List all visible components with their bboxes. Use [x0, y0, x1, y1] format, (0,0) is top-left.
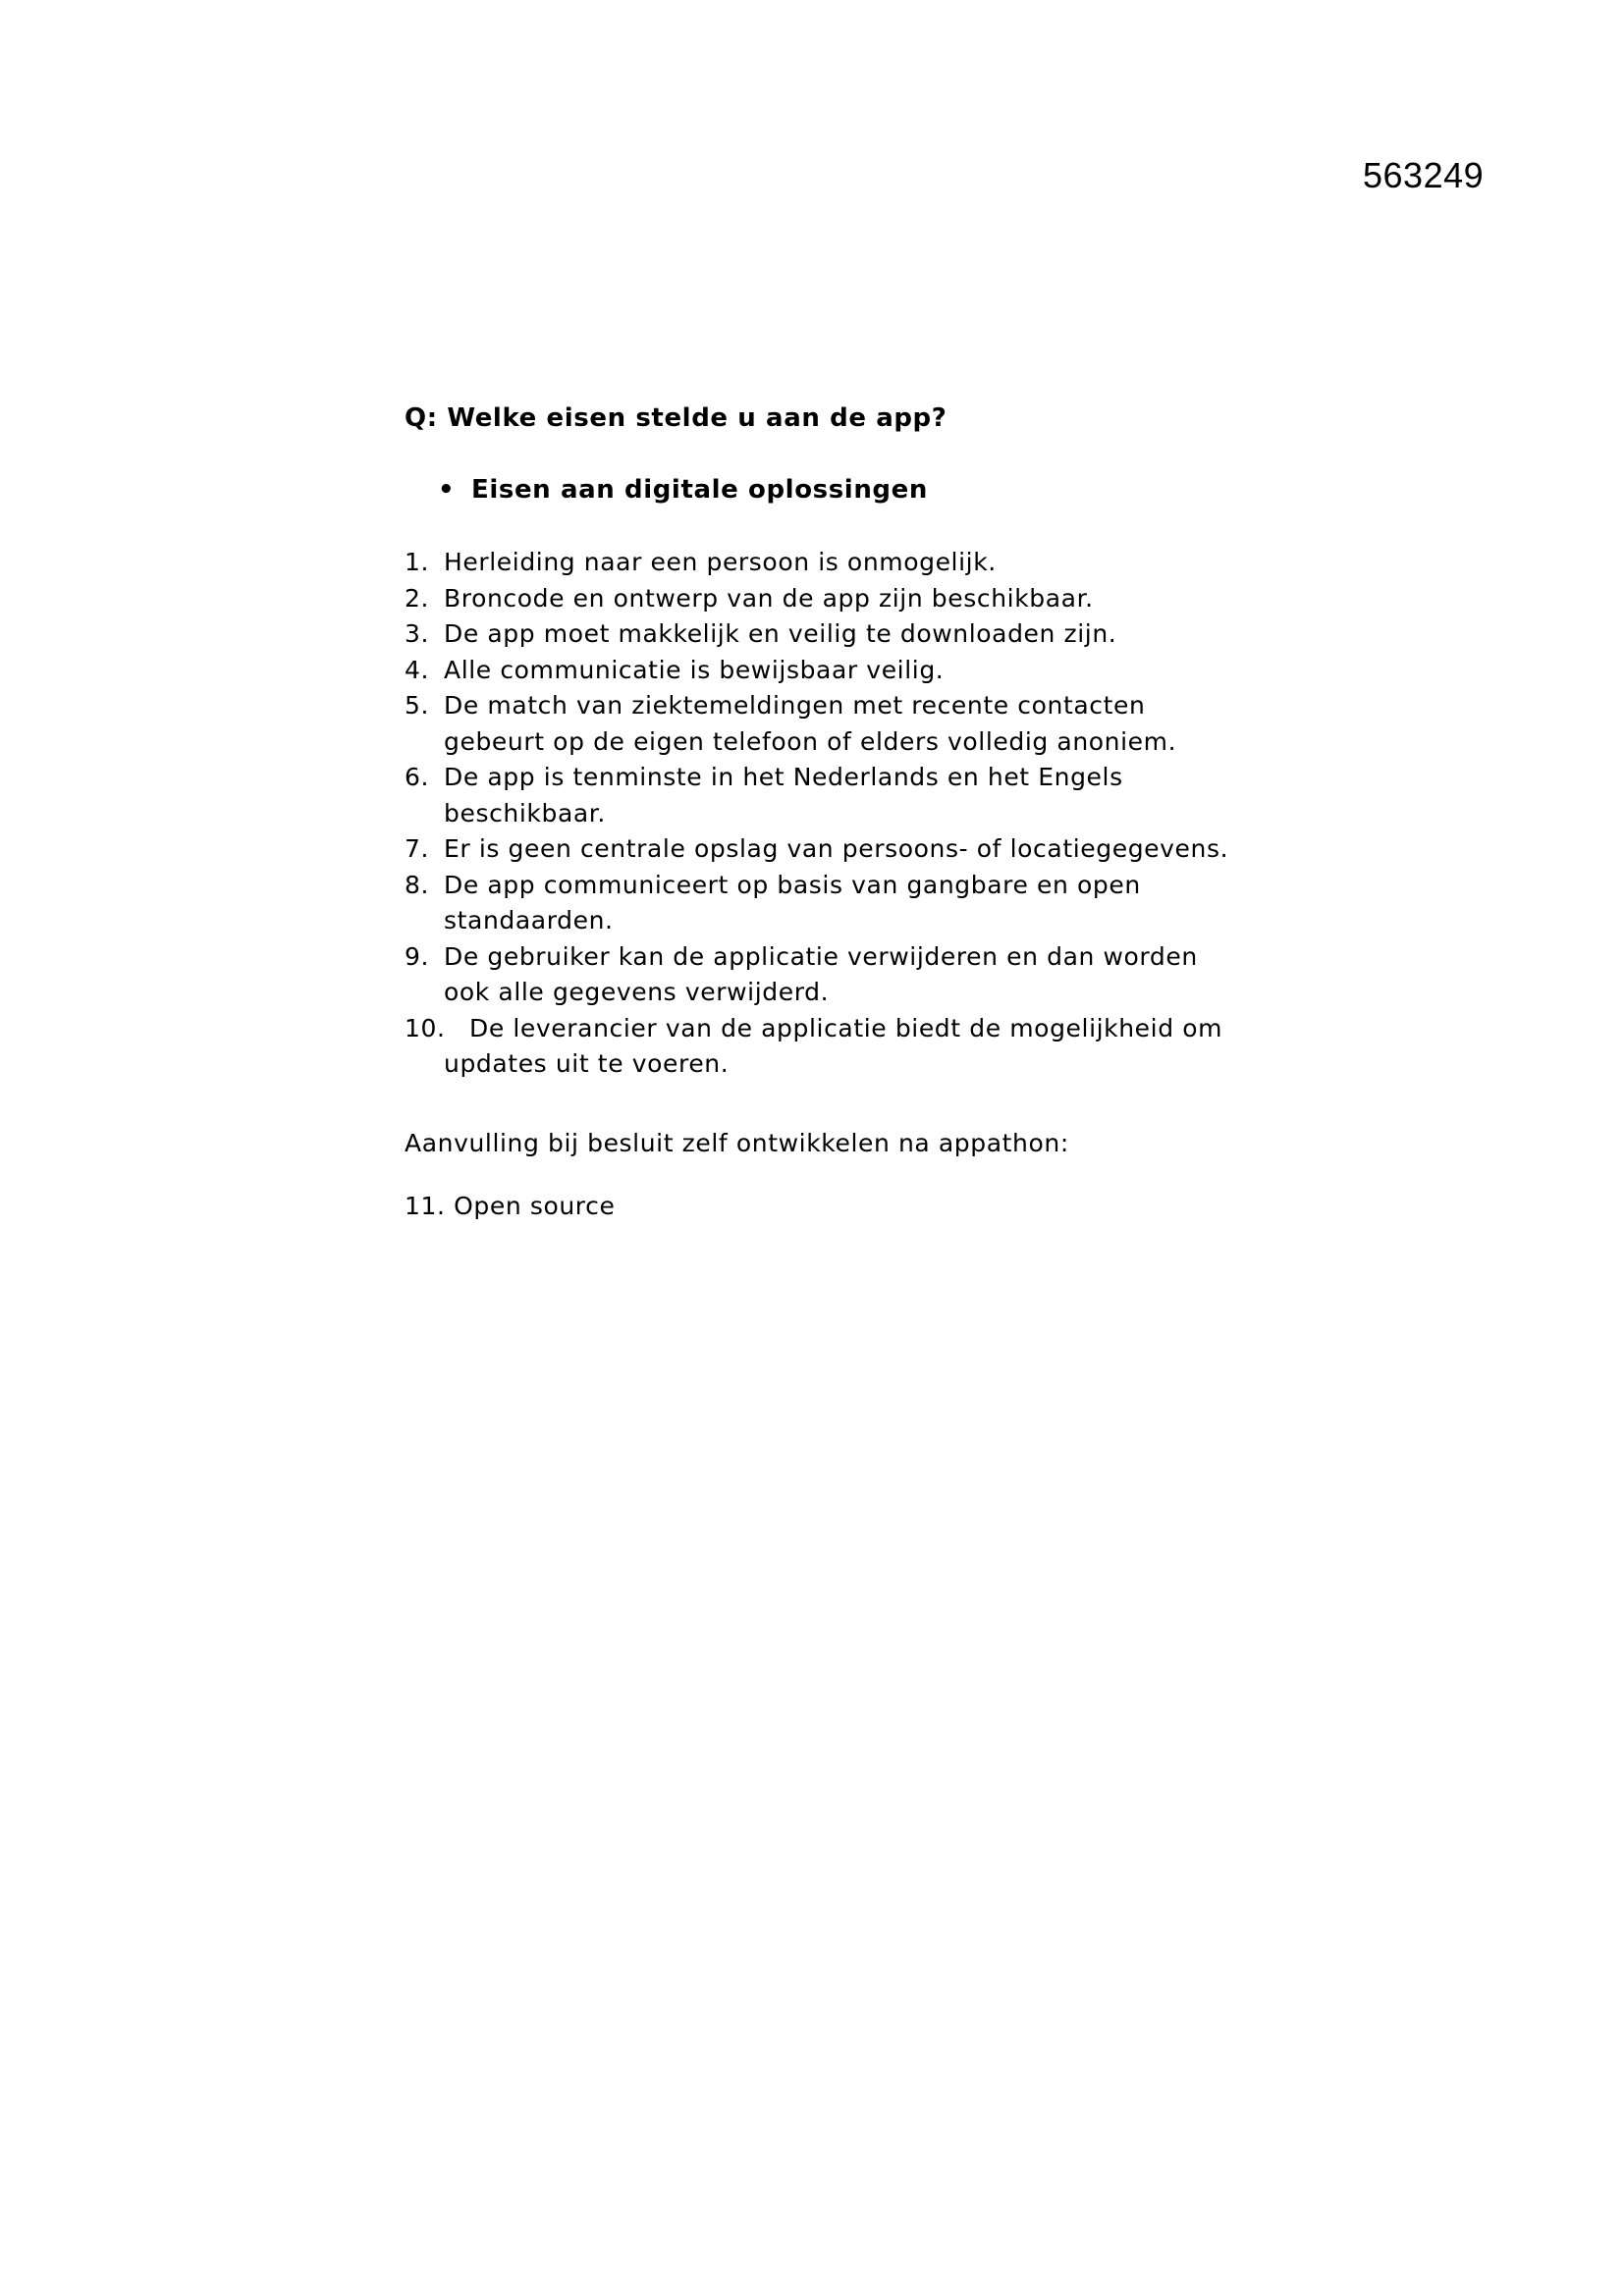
list-item [405, 868, 1269, 939]
list-item-line: De gebruiker kan de applicatie verwijderen en dan worden [444, 941, 1198, 971]
list-item-text: Alle communicatie is bewijsbaar veilig. [444, 655, 945, 684]
list-item-line: De app communiceert op basis van gangbare en open [444, 870, 1141, 899]
list-item-line: updates uit te voeren. [444, 1049, 730, 1078]
list-item [405, 545, 1269, 581]
question-heading: Q: Welke eisen stelde u aan de app? [405, 403, 947, 433]
list-item [405, 939, 1269, 1011]
list-item-text [444, 1011, 1223, 1083]
bullet-heading: Eisen aan digitale oplossingen [471, 475, 928, 505]
list-item-text: De app moet makkelijk en veilig te downloaden zijn. [444, 619, 1117, 648]
list-item-number: 5. [405, 691, 430, 720]
list-item-text: Broncode en ontwerp van de app zijn beschikbaar. [444, 583, 1094, 613]
list-item-line: standaarden. [444, 906, 614, 934]
list-item [405, 581, 1269, 617]
list-item [405, 688, 1269, 760]
list-item-text [444, 871, 1141, 935]
list-item-text [444, 942, 1198, 1007]
list-item-number: 9. [405, 941, 430, 971]
list-item-text [444, 691, 1176, 756]
list-item-line: beschikbaar. [444, 798, 606, 828]
list-item [405, 1011, 1269, 1083]
list-item-text: Er is geen centrale opslag van persoons- of locatiegegevens. [444, 834, 1229, 863]
list-item [405, 653, 1269, 689]
list-item-line: ook alle gegevens verwijderd. [444, 978, 830, 1006]
list-item-number: 8. [405, 870, 430, 899]
list-item-number: 6. [405, 763, 430, 791]
list-item-text [444, 763, 1123, 828]
requirements-list [405, 545, 1269, 1083]
list-item-line: gebeurt op de eigen telefoon of elders volledig anoniem. [444, 726, 1177, 756]
list-item-number: 10. [405, 1013, 446, 1042]
bullet-marker: • [438, 475, 456, 505]
list-item-number: 1. [405, 548, 430, 576]
list-item [405, 760, 1269, 831]
extra-list-item: 11. Open source [405, 1192, 616, 1220]
list-item-line: De app is tenminste in het Nederlands en het Engels [444, 763, 1123, 791]
list-item-number: 7. [405, 834, 430, 863]
list-item [405, 831, 1269, 868]
list-item-line: De leverancier van de applicatie biedt de mogelijkheid om [469, 1013, 1223, 1042]
list-item-line: De match van ziektemeldingen met recente contacten [444, 691, 1146, 720]
bullet-heading-row [438, 475, 928, 505]
list-item [405, 616, 1269, 653]
list-item-number: 3. [405, 619, 430, 648]
supplement-note: Aanvulling bij besluit zelf ontwikkelen na appathon: [405, 1129, 1069, 1157]
list-item-number: 4. [405, 655, 430, 684]
list-item-text: Herleiding naar een persoon is onmogelijk. [444, 548, 997, 576]
document-number: 563249 [1363, 155, 1485, 195]
list-item-number: 2. [405, 583, 430, 613]
